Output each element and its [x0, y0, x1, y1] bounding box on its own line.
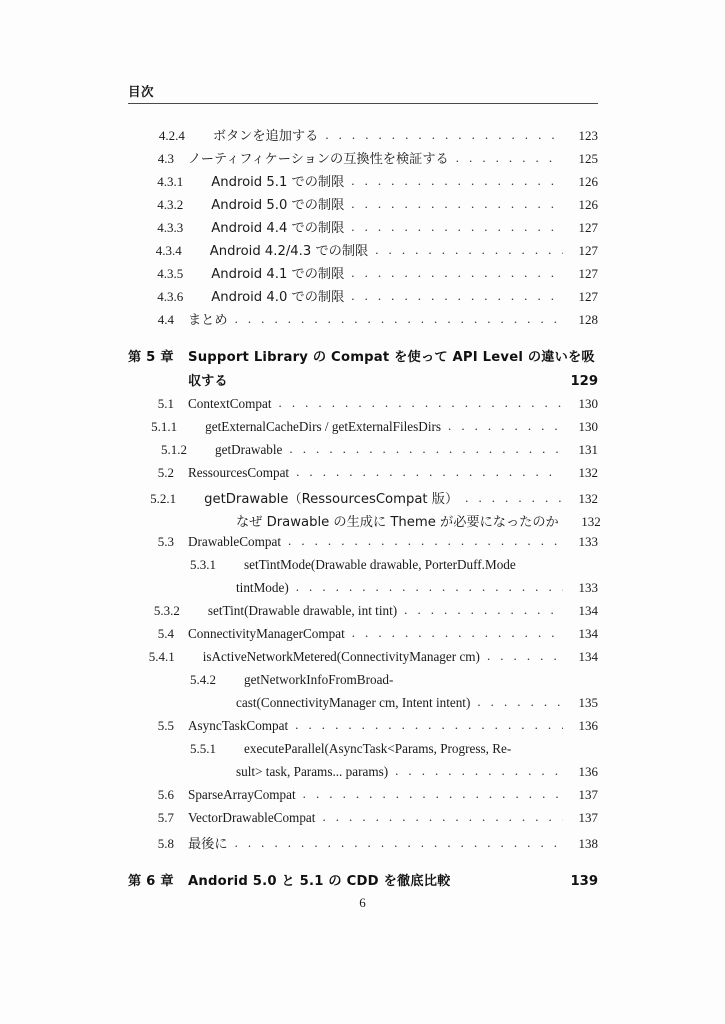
toc-entry[interactable]	[128, 649, 598, 672]
dot-leader	[351, 288, 563, 304]
entry-title: getDrawable	[215, 442, 283, 457]
entry-number: 4.4	[157, 312, 174, 327]
entry-number: 5.3.2	[153, 603, 180, 618]
page-title: 目次	[128, 84, 155, 99]
entry-number: 5.1.1	[151, 419, 178, 434]
entry-page-number: 134	[578, 649, 598, 664]
entry-title: ContextCompat	[188, 396, 272, 411]
entry-title: SparseArrayCompat	[188, 787, 296, 802]
entry-number: 5.3	[157, 534, 174, 549]
dot-leader	[322, 809, 563, 825]
dot-leader	[351, 265, 563, 281]
toc-entry[interactable]	[128, 263, 598, 286]
chapter-title: Support Library の Compat を使って API Level の違いを吸	[188, 350, 595, 365]
toc-entry[interactable]	[128, 240, 598, 263]
toc-entry[interactable]	[128, 286, 598, 309]
toc-entry[interactable]	[128, 148, 598, 171]
entry-title: Android 5.0 での制限	[211, 198, 345, 213]
header-rule	[128, 103, 598, 104]
entry-page-number: 130	[578, 396, 598, 411]
entry-page-number: 132	[581, 514, 601, 529]
chapter-page-number: 129	[570, 374, 598, 389]
dot-leader	[375, 242, 563, 258]
entry-number: 5.4.2	[190, 672, 216, 687]
toc-entry[interactable]	[128, 511, 601, 534]
entry-title: executeParallel(AsyncTask<Params, Progress, Re-	[244, 741, 512, 756]
entry-page-number: 130	[578, 419, 598, 434]
entry-page-number: 137	[578, 810, 598, 825]
entry-page-number: 132	[578, 465, 598, 480]
entry-title-continued: tintMode)	[236, 580, 289, 595]
dot-leader	[351, 196, 563, 212]
entry-page-number: 127	[578, 266, 598, 281]
dot-leader	[303, 786, 563, 802]
entry-number: 4.3	[157, 151, 174, 166]
dot-leader	[289, 441, 563, 457]
entry-number: 5.1	[157, 396, 174, 411]
dot-leader	[296, 464, 563, 480]
chapter-heading[interactable]	[128, 870, 598, 894]
entry-title: まとめ	[188, 313, 228, 328]
toc-entry[interactable]	[128, 672, 598, 695]
entry-title-continued: sult> task, Params... params)	[236, 764, 389, 779]
toc-entry[interactable]	[128, 217, 598, 240]
entry-title: setTint(Drawable drawable, int tint)	[207, 603, 398, 618]
entry-number: 5.5.1	[190, 741, 216, 756]
entry-number: 5.2	[157, 465, 174, 480]
toc-entry[interactable]	[128, 488, 598, 511]
toc-entry[interactable]	[128, 741, 598, 764]
entry-number: 5.8	[157, 836, 174, 851]
entry-title: getExternalCacheDirs / getExternalFilesDirs	[205, 419, 442, 434]
entry-page-number: 133	[578, 534, 598, 549]
entry-page-number: 127	[578, 289, 598, 304]
toc-entry[interactable]	[128, 557, 598, 580]
entry-title: Android 5.1 での制限	[211, 175, 345, 190]
entry-number: 4.3.4	[155, 243, 182, 258]
entry-page-number: 134	[578, 603, 598, 618]
dot-leader	[279, 395, 563, 411]
toc-entry[interactable]	[128, 626, 598, 649]
chapter-number: 第 6 章	[128, 874, 174, 889]
entry-page-number: 133	[578, 580, 598, 595]
entry-number: 4.3.1	[157, 174, 184, 189]
entry-number: 5.3.1	[190, 557, 216, 572]
entry-title: setTintMode(Drawable drawable, PorterDuff.Mode	[244, 557, 516, 572]
toc-entry[interactable]	[128, 396, 598, 419]
entry-page-number: 132	[578, 491, 598, 506]
dot-leader	[351, 219, 563, 235]
dot-leader	[487, 648, 563, 664]
entry-number: 4.3.5	[157, 266, 184, 281]
chapter-heading-continuation[interactable]	[128, 370, 598, 396]
entry-number: 4.3.6	[157, 289, 184, 304]
toc-entry[interactable]	[128, 125, 598, 148]
entry-title: getNetworkInfoFromBroad-	[244, 672, 394, 687]
dot-leader	[325, 127, 563, 143]
entry-number: 5.6	[157, 787, 174, 802]
entry-number: 5.4.1	[148, 649, 175, 664]
toc-entry[interactable]	[128, 442, 598, 465]
entry-number: 4.3.3	[157, 220, 184, 235]
toc-entry[interactable]	[128, 171, 598, 194]
section-gap	[128, 856, 598, 870]
entry-page-number: 125	[578, 151, 598, 166]
chapter-page-number: 139	[570, 874, 598, 889]
entry-title: VectorDrawableCompat	[188, 810, 316, 825]
entry-title: Android 4.1 での制限	[211, 267, 345, 282]
dot-leader	[235, 311, 563, 327]
entry-page-number: 126	[578, 174, 598, 189]
dot-leader	[465, 490, 563, 506]
toc-entry[interactable]	[128, 419, 598, 442]
entry-title: RessourcesCompat	[188, 465, 290, 480]
entry-page-number: 134	[578, 626, 598, 641]
entry-number: 5.5	[157, 718, 174, 733]
entry-page-number: 126	[578, 197, 598, 212]
entry-page-number: 127	[578, 220, 598, 235]
entry-title: Android 4.0 での制限	[211, 290, 345, 305]
dot-leader	[456, 150, 563, 166]
entry-title: Android 4.2/4.3 での制限	[209, 244, 369, 259]
entry-page-number: 136	[578, 718, 598, 733]
entry-page-number: 137	[578, 787, 598, 802]
entry-page-number: 136	[578, 764, 598, 779]
toc-entry[interactable]	[128, 833, 598, 856]
dot-leader	[288, 533, 563, 549]
toc-entry[interactable]	[128, 787, 598, 810]
toc-entry[interactable]	[128, 194, 598, 217]
dot-leader	[448, 418, 563, 434]
entry-number: 4.3.2	[157, 197, 184, 212]
toc-entry[interactable]	[128, 465, 598, 488]
toc-entry[interactable]	[128, 603, 598, 626]
entry-number: 4.2.4	[158, 128, 185, 143]
entry-title-continued: cast(ConnectivityManager cm, Intent intent)	[236, 695, 471, 710]
entry-page-number: 123	[578, 128, 598, 143]
entry-title: ノーティフィケーションの互換性を検証する	[188, 152, 449, 167]
chapter-number: 第 5 章	[128, 350, 174, 365]
running-header	[128, 84, 598, 104]
toc-entry-continuation[interactable]	[128, 695, 598, 718]
entry-page-number: 131	[578, 442, 598, 457]
entry-title: getDrawable（RessourcesCompat 版）	[204, 492, 459, 507]
entry-title: ボタンを追加する	[212, 129, 319, 144]
dot-leader	[404, 602, 563, 618]
entry-page-number: 128	[578, 312, 598, 327]
entry-title: DrawableCompat	[188, 534, 282, 549]
entry-title: AsyncTaskCompat	[188, 718, 289, 733]
dot-leader	[395, 763, 563, 779]
toc-entry[interactable]	[128, 309, 598, 332]
toc-entry-list	[128, 125, 601, 894]
entry-number: 5.2.1	[150, 491, 177, 506]
chapter-heading[interactable]	[128, 346, 598, 370]
dot-leader	[351, 173, 563, 189]
toc-entry[interactable]	[128, 718, 598, 741]
toc-entry[interactable]	[128, 810, 598, 833]
section-gap	[128, 332, 598, 346]
dot-leader	[352, 625, 563, 641]
entry-number: 5.4	[157, 626, 174, 641]
dot-leader	[296, 579, 563, 595]
chapter-title: Andorid 5.0 と 5.1 の CDD を徹底比較	[188, 874, 451, 889]
entry-title: なぜ Drawable の生成に Theme が必要になったのか	[236, 515, 559, 530]
entry-title: isActiveNetworkMetered(ConnectivityManager cm)	[202, 649, 480, 664]
folio-page-number: 6	[359, 895, 366, 910]
toc-entry[interactable]	[128, 534, 598, 557]
dot-leader	[295, 717, 563, 733]
entry-page-number: 135	[578, 695, 598, 710]
entry-number: 5.7	[157, 810, 174, 825]
toc-body	[128, 125, 601, 894]
chapter-title-continued: 収する	[188, 374, 228, 389]
entry-page-number: 127	[578, 243, 598, 258]
dot-leader	[477, 694, 563, 710]
entry-title: Android 4.4 での制限	[211, 221, 345, 236]
entry-title: ConnectivityManagerCompat	[188, 626, 345, 641]
toc-entry-continuation[interactable]	[128, 764, 598, 787]
entry-title: 最後に	[188, 837, 228, 852]
entry-page-number: 138	[578, 836, 598, 851]
dot-leader	[235, 835, 563, 851]
toc-entry-continuation[interactable]	[128, 580, 598, 603]
entry-number: 5.1.2	[161, 442, 188, 457]
